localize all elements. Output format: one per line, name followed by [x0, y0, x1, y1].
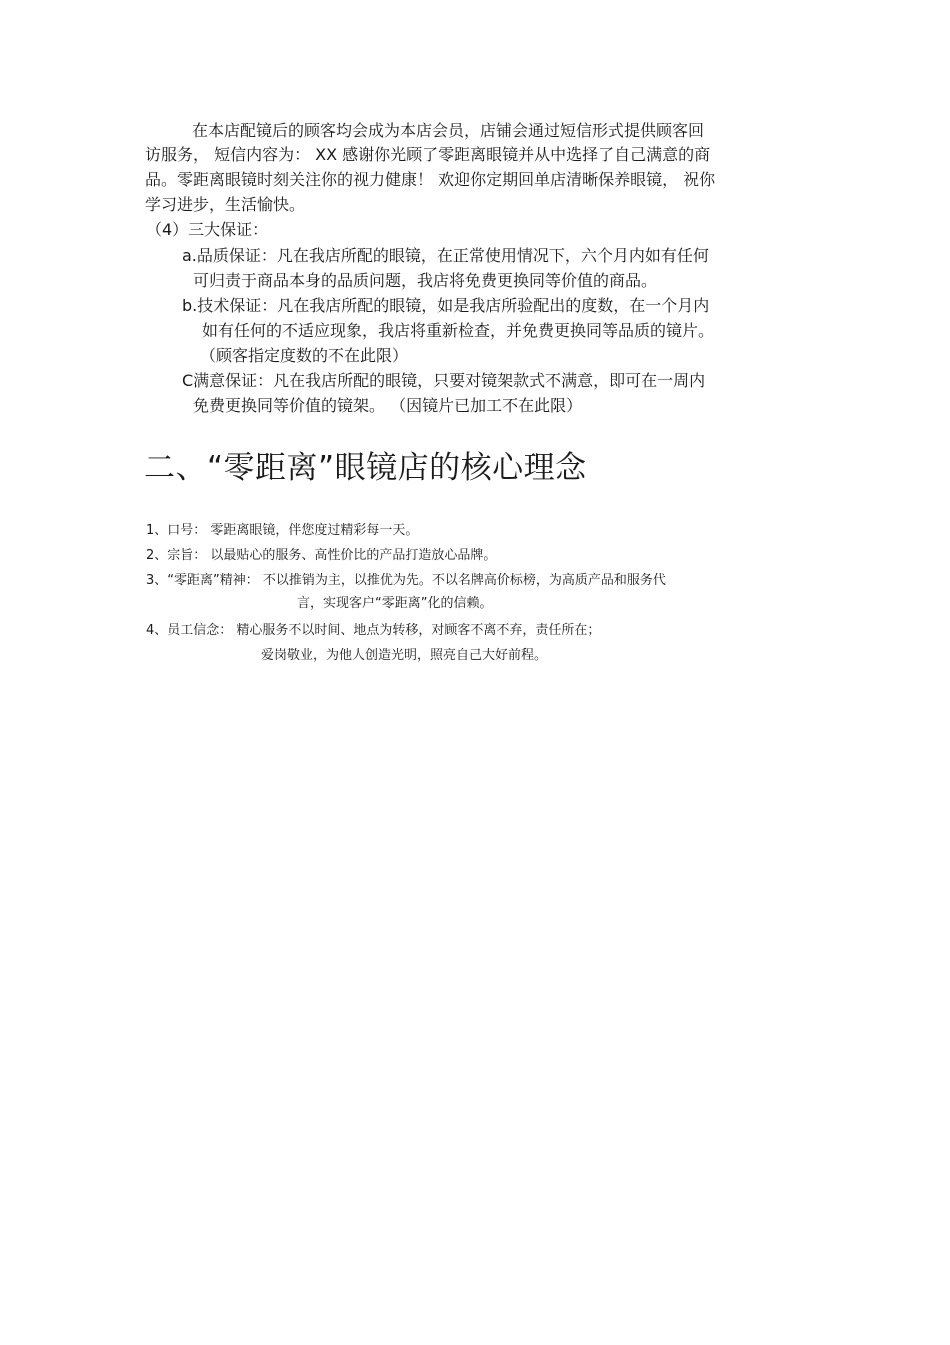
guarantee-c-line-1: C满意保证：凡在我店所配的眼镜，只要对镜架款式不满意，即可在一周内	[182, 371, 706, 390]
guarantee-b-line-1: b.技术保证：凡在我店所配的眼镜，如是我店所验配出的度数，在一个月内	[182, 296, 710, 315]
concept-item-belief-line-1: 4、员工信念： 精心服务不以时间、地点为转移，对顾客不离不弃，责任所在；	[146, 623, 601, 638]
concept-item-spirit-line-2: 言，实现客户“零距离”化的信赖。	[297, 596, 493, 611]
intro-line-4: 学习进步，生活愉快。	[145, 195, 306, 214]
guarantees-title: （4）三大保证：	[146, 220, 269, 239]
concept-item-belief-line-2: 爱岗敬业，为他人创造光明，照亮自己大好前程。	[261, 648, 548, 663]
intro-line-3: 品。零距离眼镜时刻关注你的视力健康！ 欢迎你定期回单店清晰保养眼镜， 祝你	[145, 170, 716, 189]
concept-item-purpose: 2、宗旨： 以最贴心的服务、高性价比的产品打造放心品牌。	[146, 548, 497, 563]
guarantee-b-line-3: （顾客指定度数的不在此限）	[200, 346, 409, 365]
intro-line-1: 在本店配镜后的顾客均会成为本店会员，店铺会通过短信形式提供顾客回	[192, 121, 705, 140]
concept-item-spirit-line-1: 3、“零距离”精神： 不以推销为主，以推优为先。不以名牌高价标榜，为高质产品和服务代	[146, 573, 666, 588]
guarantee-a-line-2: 可归责于商品本身的品质问题，我店将免费更换同等价值的商品。	[193, 271, 658, 290]
concept-item-slogan: 1、口号： 零距离眼镜，伴您度过精彩每一天。	[146, 523, 419, 538]
section-heading: 二、“零距离”眼镜店的核心理念	[144, 450, 587, 486]
intro-line-2: 访服务， 短信内容为： XX 感谢你光顾了零距离眼镜并从中选择了自己满意的商	[145, 145, 711, 164]
guarantee-b-line-2: 如有任何的不适应现象，我店将重新检查，并免费更换同等品质的镜片。	[202, 321, 715, 340]
guarantee-a-line-1: a.品质保证：凡在我店所配的眼镜，在正常使用情况下，六个月内如有任何	[182, 246, 709, 265]
guarantee-c-line-2: 免费更换同等价值的镜架。 （因镜片已加工不在此限）	[193, 396, 583, 415]
